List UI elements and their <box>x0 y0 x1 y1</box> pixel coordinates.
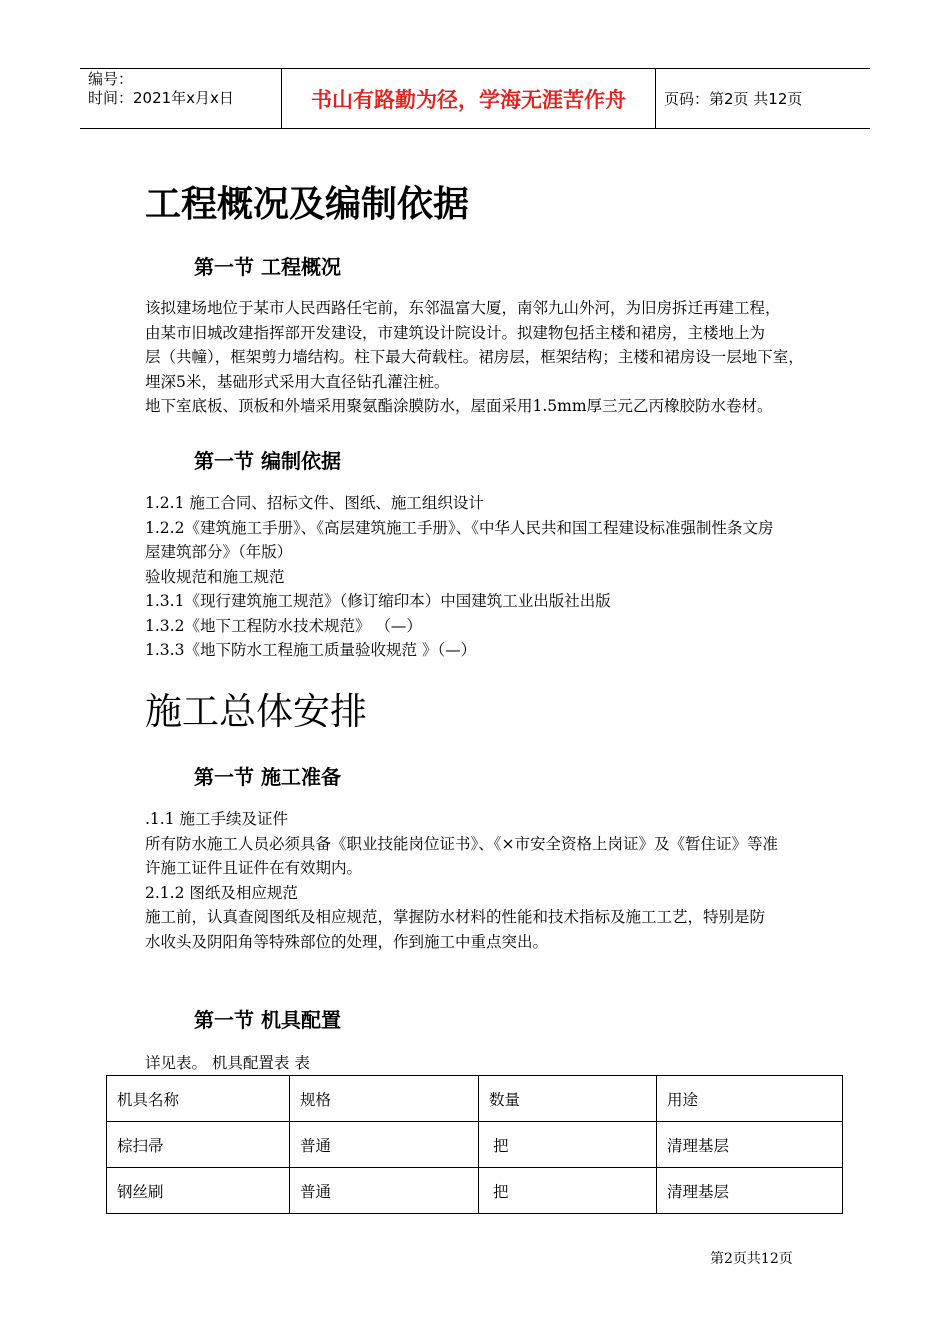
paragraph-basis <box>145 491 825 663</box>
subsection-title-basis: 第一节 编制依据 <box>194 449 341 473</box>
text-line: 1.2.2《建筑施工手册》、《高层建筑施工手册》、《中华人民共和国工程建设标准强制性条文房 <box>145 518 774 537</box>
table-row <box>107 1122 843 1168</box>
header-number-label: 编号： <box>88 70 134 88</box>
section-title-arrangement: 施工总体安排 <box>145 690 367 733</box>
text-line: 埋深5米，基础形式采用大直径钻孔灌注桩。 <box>145 372 450 391</box>
text-line: 该拟建场地位于某市人民西路任宅前，东邻温富大厦，南邻九山外河，为旧房拆迁再建工程， <box>145 299 781 317</box>
table-cell: 普通 <box>290 1122 479 1168</box>
subsection-title-machinery: 第一节 机具配置 <box>194 1008 341 1032</box>
header-motto: 书山有路勤为径，学海无涯苦作舟 <box>311 88 626 112</box>
text-line: 施工前，认真查阅图纸及相应规范，掌握防水材料的性能和技术指标及施工工艺，特别是防 <box>145 908 766 926</box>
page-footer: 第2页共12页 <box>710 1251 793 1267</box>
table-header-row <box>107 1076 843 1122</box>
paragraph-preparation <box>145 807 825 954</box>
table-caption: 详见表。 机具配置表 表 <box>145 1054 310 1072</box>
header-top-rule <box>80 68 870 69</box>
text-line: 由某市旧城改建指挥部开发建设，市建筑设计院设计。拟建物包括主楼和裙房，主楼地上为 <box>145 323 766 342</box>
table-header-cell: 用途 <box>657 1076 843 1122</box>
table-cell: 棕扫帚 <box>107 1122 290 1168</box>
table-row <box>107 1168 843 1214</box>
table-cell: 清理基层 <box>657 1122 843 1168</box>
paragraph-project-overview <box>145 296 825 419</box>
subsection-title-project-overview: 第一节 工程概况 <box>194 255 341 279</box>
text-line: 2.1.2 图纸及相应规范 <box>145 883 298 902</box>
text-line: 许施工证件且证件在有效期内。 <box>145 859 363 877</box>
text-line: 水收头及阴阳角等特殊部位的处理，作到施工中重点突出。 <box>145 932 549 951</box>
text-line: 屋建筑部分》（年版） <box>145 543 293 561</box>
machinery-table <box>106 1075 843 1214</box>
text-line: 1.3.2《地下工程防水技术规范》 （—） <box>145 616 422 635</box>
text-line: 1.3.3《地下防水工程施工质量验收规范 》（—） <box>145 641 477 659</box>
section-title-overview: 工程概况及编制依据 <box>145 183 470 225</box>
header-page-label: 页码：第2页 共12页 <box>664 90 803 108</box>
text-line: 验收规范和施工规范 <box>145 567 285 586</box>
subsection-title-preparation: 第一节 施工准备 <box>194 765 341 789</box>
table-header-cell: 机具名称 <box>107 1076 290 1122</box>
header-bottom-rule <box>80 128 870 129</box>
text-line: 1.2.1 施工合同、招标文件、图纸、施工组织设计 <box>145 494 484 512</box>
text-line: .1.1 施工手续及证件 <box>145 810 289 828</box>
table-cell: 钢丝刷 <box>107 1168 290 1214</box>
table-header-cell: 数量 <box>479 1076 657 1122</box>
text-line: 所有防水施工人员必须具备《职业技能岗位证书》、《×市安全资格上岗证》及《暂住证》等准 <box>145 834 778 853</box>
table-cell: 清理基层 <box>657 1168 843 1214</box>
text-line: 1.3.1《现行建筑施工规范》（修订缩印本）中国建筑工业出版社出版 <box>145 592 611 610</box>
table-cell: 普通 <box>290 1168 479 1214</box>
table-cell: 把 <box>479 1122 657 1168</box>
text-line: 层（共幢），框架剪力墙结构。柱下最大荷载柱。裙房层，框架结构；主楼和裙房设一层地下室， <box>145 348 804 366</box>
header-divider-right <box>655 68 656 128</box>
table-header-cell: 规格 <box>290 1076 479 1122</box>
text-line: 地下室底板、顶板和外墙采用聚氨酯涂膜防水，屋面采用1.5mm厚三元乙丙橡胶防水卷材。 <box>145 397 773 415</box>
header-time-label: 时间：2021年x月x日 <box>88 89 234 107</box>
table-cell: 把 <box>479 1168 657 1214</box>
